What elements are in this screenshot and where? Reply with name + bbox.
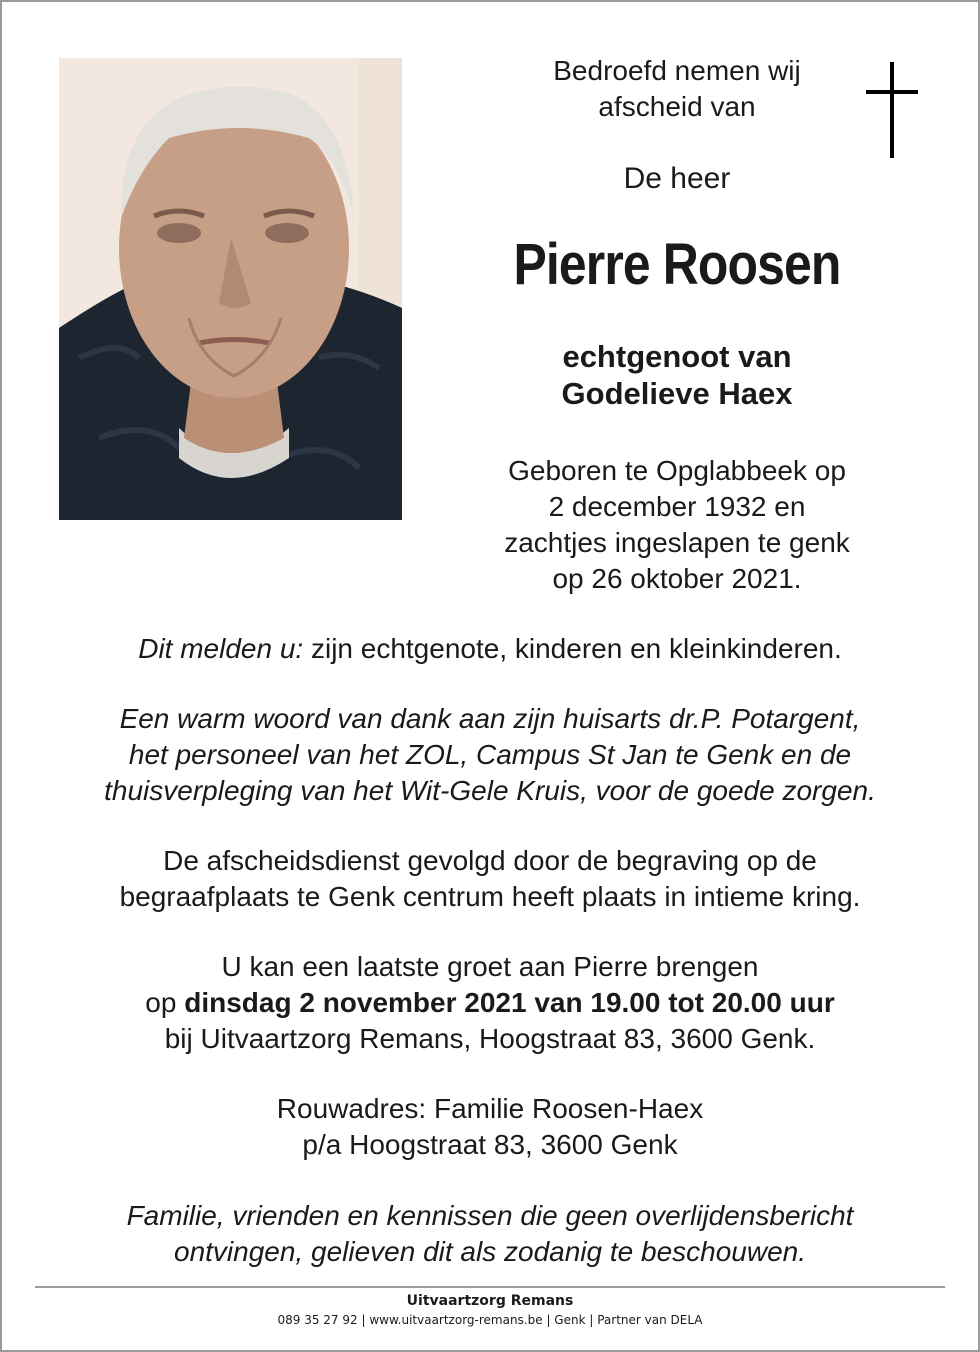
spouse-info: echtgenoot van Godelieve Haex (561, 339, 793, 411)
visitation-date: dinsdag 2 november 2021 van 19.00 tot 20.00 uur (184, 987, 835, 1018)
visitation-text: U kan een laatste groet aan Pierre brengen op dinsdag 2 november 2021 van 19.00 tot 20.00 uur bij Uitvaartzorg Remans, Hoogstraat 83, 3600 Genk. (145, 951, 835, 1054)
thanks-text: Een warm woord van dank aan zijn huisarts dr.P. Potargent, het personeel van het ZOL, Campus St Jan te Genk en de thuisverpleging van het Wit-Gele Kruis, voor de goede zorgen. (104, 703, 876, 806)
deceased-name: Pierre Roosen (513, 232, 841, 297)
birth-death-info: Geboren te Opglabbeek op 2 december 1932 en zachtjes ingeslapen te genk op 26 oktober 2021. (504, 455, 850, 594)
mourning-address: Rouwadres: Familie Roosen-Haex p/a Hoogstraat 83, 3600 Genk (276, 1093, 704, 1160)
footer-company: Uitvaartzorg Remans (406, 1293, 574, 1309)
announcement: Dit melden u: zijn echtgenote, kinderen en kleinkinderen. (138, 633, 842, 664)
portrait-photo (59, 58, 402, 520)
intro-text: Bedroefd nemen wij afscheid van (553, 55, 801, 122)
service-text: De afscheidsdienst gevolgd door de begraving op de begraafplaats te Genk centrum heeft plaats in intieme kring. (119, 845, 861, 912)
title-prefix: De heer (623, 162, 731, 195)
footer-divider (35, 1286, 945, 1288)
footer-contact: 089 35 27 92 | www.uitvaartzorg-remans.be | Genk | Partner van DELA (277, 1313, 703, 1327)
closing-note: Familie, vrienden en kennissen die geen overlijdensbericht ontvingen, gelieven dit als zodanig te beschouwen. (126, 1200, 854, 1267)
